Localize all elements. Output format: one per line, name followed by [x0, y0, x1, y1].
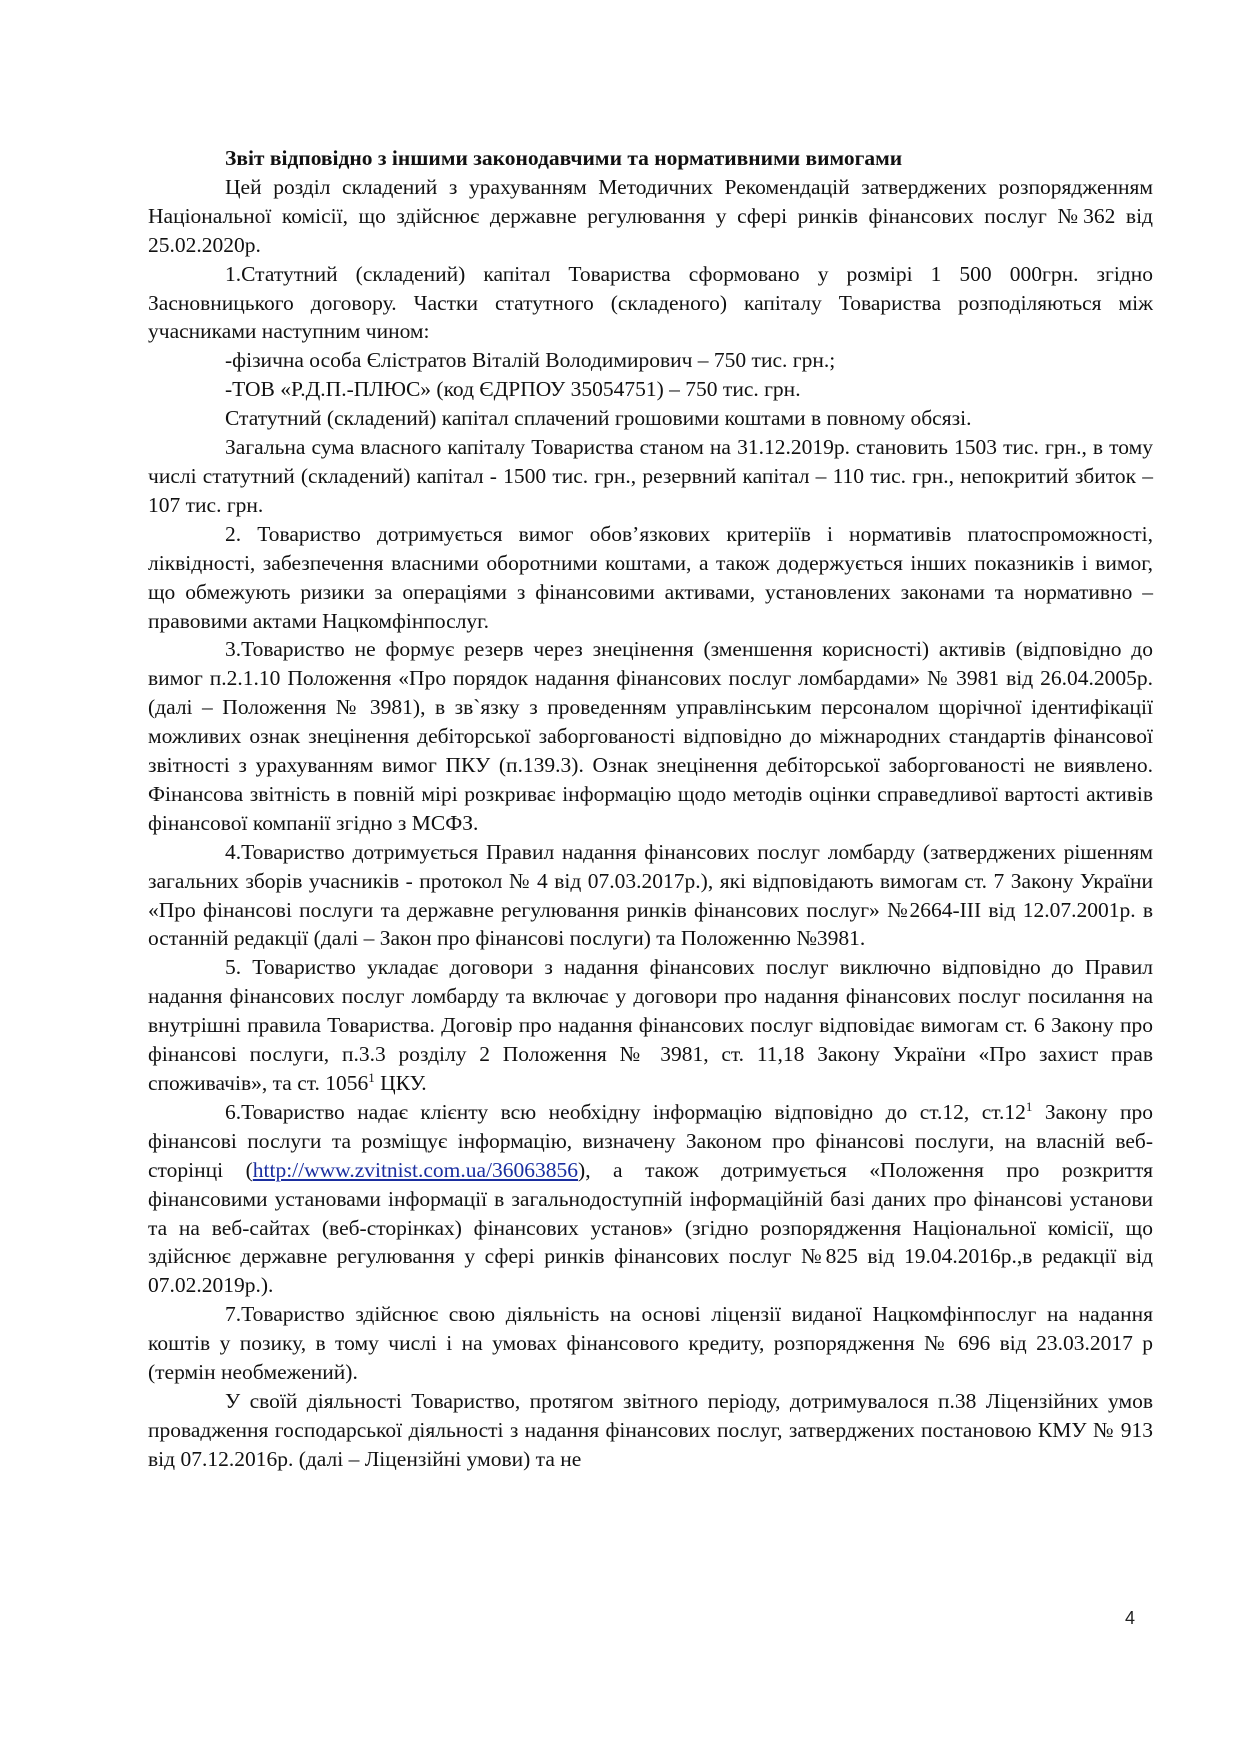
capital-paid-paragraph: Статутний (складений) капітал сплачений грошовими коштами в повному обсязі. — [225, 406, 972, 431]
paragraph-6-superscript: 1 — [1025, 1098, 1033, 1114]
document-page — [148, 144, 1153, 1474]
paragraph-8: У своїй діяльності Товариство, протягом звітного періоду, дотримувалося п.38 Ліцензійних умов провадження господарської діяльності з надання фінансових послуг, затверджених постановою КМУ № 913 від 07.12.2016р. (далі – Ліцензійні умови) та не — [148, 1388, 1153, 1471]
page-number: 4 — [1125, 1608, 1136, 1628]
paragraph-5-text: 5. Товариство укладає договори з надання фінансових послуг виключно відповідно до Правил надання фінансових послуг ломбарду та включає у договори про надання фінансових послуг посилання на внутрішні правила Товариства. Договір про надання фінансових послуг відповідає вимогам ст. 6 Закону про фінансові послуги, п.3.3 розділу 2 Положення № 3981, ст. 11,18 Закону України «Про захист прав споживачів», та ст. 1056 — [148, 955, 1153, 1095]
paragraph-5-tail: ЦКУ. — [374, 1071, 427, 1095]
website-link[interactable]: http://www.zvitnist.com.ua/36063856 — [252, 1157, 579, 1182]
paragraph-3: 3.Товариство не формує резерв через знецінення (зменшення корисності) активів (відповідно до вимог п.2.1.10 Положення «Про порядок надання фінансових послуг ломбардами» № 3981 від 26.04.2005р. (далі – Положення № 3981), в зв`язку з проведенням управлінським персоналом щорічної ідентифікації можливих ознак знецінення дебіторської заборгованості відповідно до міжнародних стандартів фінансової звітності з урахуванням вимог ПКУ (п.139.3). Ознак знецінення дебіторської заборгованості не виявлено. Фінансова звітність в повній мірі розкриває інформацію щодо методів оцінки справедливої вартості активів фінансової компанії згідно з МСФЗ. — [148, 637, 1153, 835]
shareholder-item-1: -фізична особа Єлістратов Віталій Володимирович – 750 тис. грн.; — [225, 348, 836, 373]
paragraph-4: 4.Товариство дотримується Правил надання фінансових послуг ломбарду (затверджених рішенням загальних зборів учасників - протокол № 4 від 07.03.2017р.), які відповідають вимогам ст. 7 Закону України «Про фінансові послуги та державне регулювання ринків фінансових послуг» №2664-ІІІ від 12.07.2001р. в останній редакції (далі – Закон про фінансові послуги) та Положенню №3981. — [148, 839, 1153, 951]
paragraph-5-superscript: 1 — [368, 1069, 375, 1085]
paragraph-6-text-a: 6.Товариство надає клієнту всю необхідну інформацію відповідно до ст.12, ст.12 — [225, 1099, 1026, 1124]
paragraph-6-text-c: ), а також дотримується «Положення про розкриття фінансовими установами інформації в загальнодоступній інформаційній базі даних про фінансові установи та на веб-сайтах (веб-сторінках) фінансових установ» (згідно розпорядження Національної комісії, що здійснює державне регулювання у сфері ринків фінансових послуг №825 від 19.04.2016р.,в редакції від 07.02.2019р.). — [148, 1157, 1153, 1298]
paragraph-2: 2. Товариство дотримується вимог обов’язкових критеріїв і нормативів платоспроможності, ліквідності, забезпечення власними оборотними коштами, а також додержується інших показників і вимог, що обмежують ризики за операціями з фінансовими активами, установлених законами та нормативно – правовими актами Нацкомфінпослуг. — [148, 521, 1153, 633]
paragraph-7: 7.Товариство здійснює свою діяльність на основі ліцензії виданої Нацкомфінпослуг на надання коштів у позику, в тому числі і на умовах фінансового кредиту, розпорядження № 696 від 23.03.2017 р (термін необмежений). — [148, 1302, 1153, 1385]
paragraph-1: 1.Статутний (складений) капітал Товариства сформовано у розмірі 1 500 000грн. згідно Засновницького договору. Частки статутного (складеного) капіталу Товариства розподіляються між учасниками наступним чином: — [148, 261, 1153, 344]
paragraph-5 — [148, 953, 1153, 1098]
paragraph-6-text-b: Закону про фінансові послуги та розміщує інформацію, визначену Законом про фінансові послуги, на власній веб-сторінці ( — [148, 1099, 1153, 1182]
intro-paragraph: Цей розділ складений з урахуванням Методичних Рекомендацій затверджених розпорядженням Національної комісії, що здійснює державне регулювання у сфері ринків фінансових послуг №362 від 25.02.2020р. — [148, 174, 1153, 257]
section-heading: Звіт відповідно з іншими законодавчими та нормативними вимогами — [225, 146, 903, 170]
paragraph-6 — [148, 1098, 1153, 1300]
equity-paragraph: Загальна сума власного капіталу Товариства станом на 31.12.2019р. становить 1503 тис. грн., в тому числі статутний (складений) капітал - 1500 тис. грн., резервний капітал – 110 тис. грн., непокритий збиток – 107 тис. грн. — [148, 435, 1153, 517]
shareholder-item-2: -ТОВ «Р.Д.П.-ПЛЮС» (код ЄДРПОУ 35054751) – 750 тис. грн. — [225, 377, 801, 402]
